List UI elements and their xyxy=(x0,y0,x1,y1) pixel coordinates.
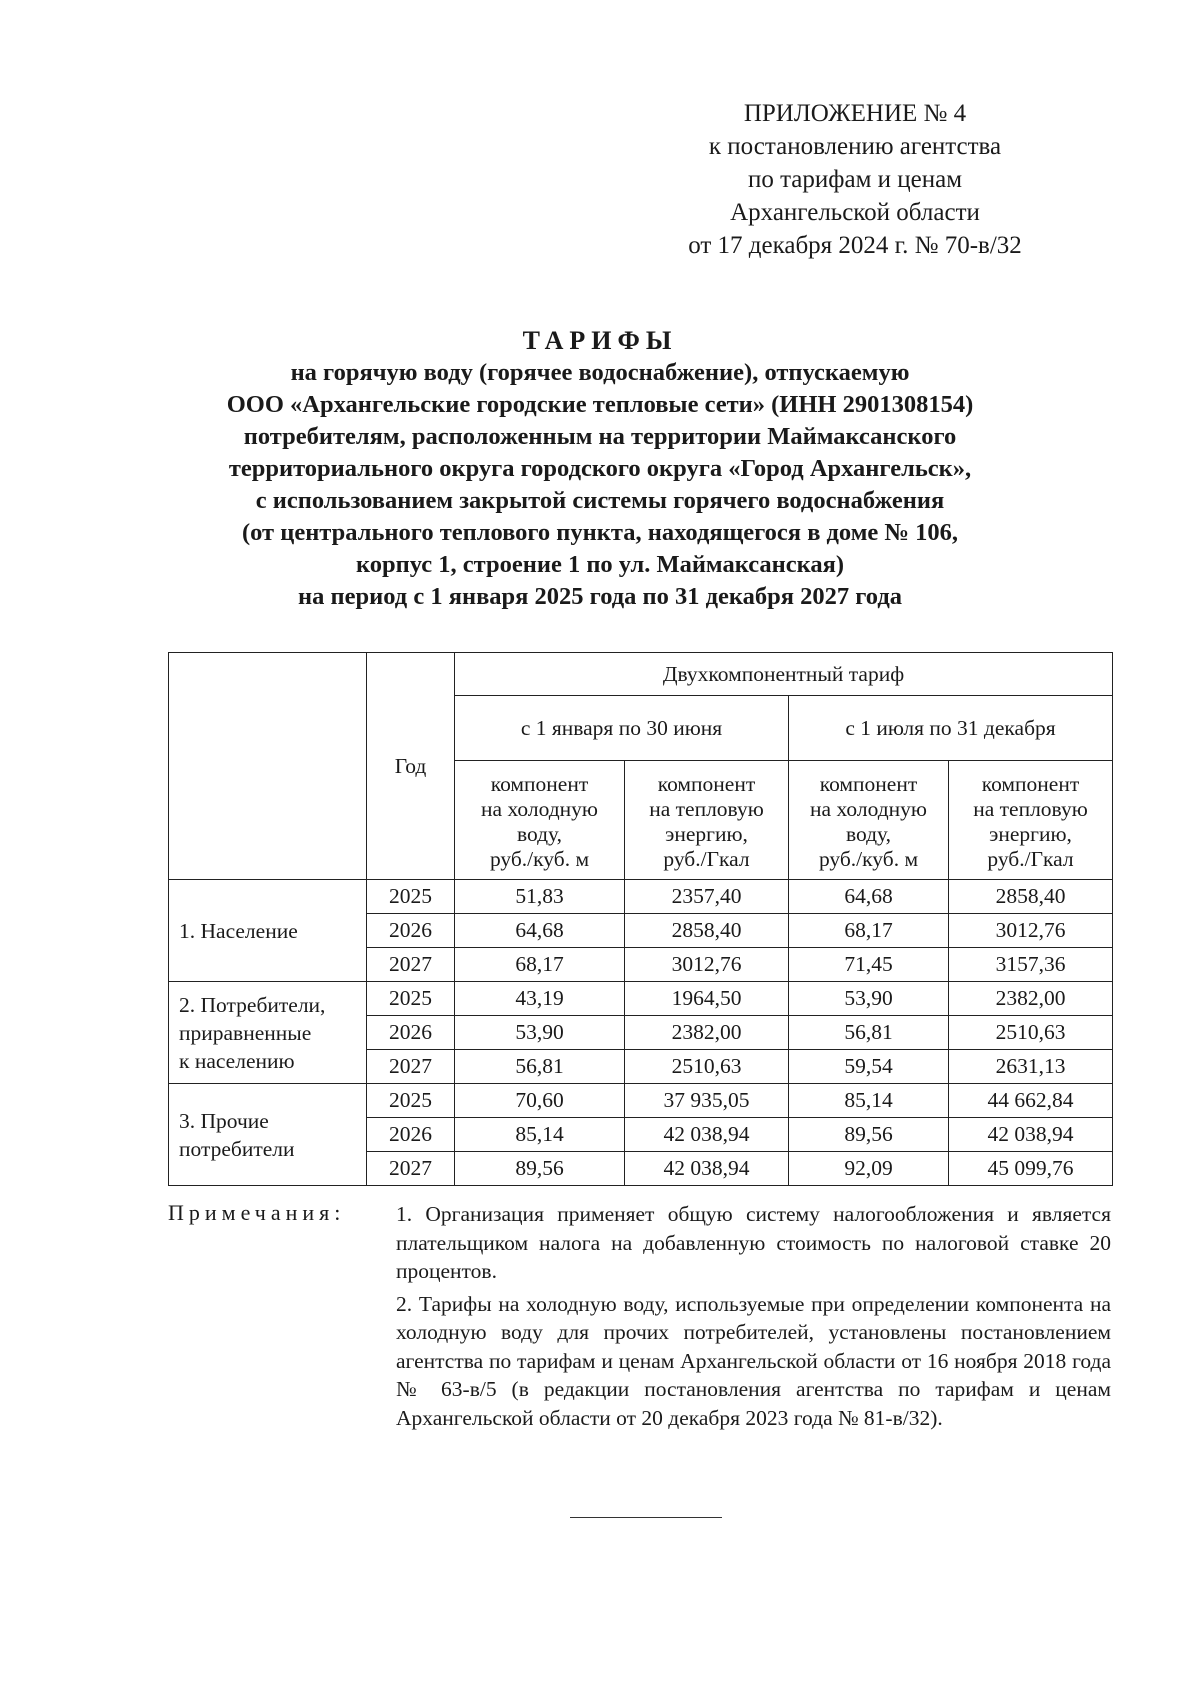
value-cell: 3157,36 xyxy=(949,948,1113,982)
value-cell: 71,45 xyxy=(789,948,949,982)
heat-energy-component-header: компонент на тепловую энергию, руб./Гкал xyxy=(949,761,1113,880)
appendix-line: к постановлению агентства xyxy=(708,133,1002,160)
year-cell: 2025 xyxy=(367,1084,455,1118)
appendix-number: ПРИЛОЖЕНИЕ № 4 xyxy=(743,100,967,127)
period-header-jan-jun: с 1 января по 30 июня xyxy=(455,696,789,761)
title-main: ТАРИФЫ xyxy=(522,326,678,355)
appendix-line: по тарифам и ценам xyxy=(747,166,963,193)
year-cell: 2026 xyxy=(367,1118,455,1152)
category-population-equivalent: 2. Потребители, приравненные к населению xyxy=(169,982,367,1084)
value-cell: 42 038,94 xyxy=(625,1152,789,1186)
title-line: на период с 1 января 2025 года по 31 декабря 2027 года xyxy=(298,583,902,610)
value-cell: 42 038,94 xyxy=(625,1118,789,1152)
value-cell: 45 099,76 xyxy=(949,1152,1113,1186)
value-cell: 37 935,05 xyxy=(625,1084,789,1118)
value-cell: 3012,76 xyxy=(949,914,1113,948)
title-line: территориального округа городского округа «Город Архангельск», xyxy=(228,455,972,482)
cold-water-component-header: компонент на холодную воду, руб./куб. м xyxy=(455,761,625,880)
year-header: Год xyxy=(367,653,455,880)
value-cell: 51,83 xyxy=(455,880,625,914)
year-cell: 2026 xyxy=(367,1016,455,1050)
value-cell: 89,56 xyxy=(455,1152,625,1186)
title-line: потребителям, расположенным на территории Маймаксанского xyxy=(243,423,957,450)
title-line: корпус 1, строение 1 по ул. Маймаксанская) xyxy=(355,551,845,578)
title-line: на горячую воду (горячее водоснабжение), отпускаемую xyxy=(290,359,910,386)
notes-label: Примечания: xyxy=(168,1200,346,1225)
value-cell: 68,17 xyxy=(455,948,625,982)
value-cell: 56,81 xyxy=(455,1050,625,1084)
cold-water-component-header: компонент на холодную воду, руб./куб. м xyxy=(789,761,949,880)
title-line: с использованием закрытой системы горячего водоснабжения xyxy=(255,487,945,514)
value-cell: 2510,63 xyxy=(625,1050,789,1084)
value-cell: 68,17 xyxy=(789,914,949,948)
category-population: 1. Население xyxy=(169,880,367,982)
value-cell: 70,60 xyxy=(455,1084,625,1118)
category-other-consumers: 3. Прочие потребители xyxy=(169,1084,367,1186)
value-cell: 2510,63 xyxy=(949,1016,1113,1050)
year-cell: 2025 xyxy=(367,880,455,914)
value-cell: 85,14 xyxy=(455,1118,625,1152)
value-cell: 64,68 xyxy=(455,914,625,948)
value-cell: 59,54 xyxy=(789,1050,949,1084)
value-cell: 2858,40 xyxy=(949,880,1113,914)
appendix-line: Архангельской области xyxy=(730,199,980,226)
value-cell: 2357,40 xyxy=(625,880,789,914)
notes xyxy=(396,1200,1111,1432)
two-component-tariff-header: Двухкомпонентный тариф xyxy=(455,653,1113,696)
value-cell: 44 662,84 xyxy=(949,1084,1113,1118)
tariff-table xyxy=(168,652,1113,1186)
table-row xyxy=(169,1084,1113,1118)
value-cell: 56,81 xyxy=(789,1016,949,1050)
value-cell: 2382,00 xyxy=(949,982,1113,1016)
table-row xyxy=(169,880,1113,914)
value-cell: 42 038,94 xyxy=(949,1118,1113,1152)
note-item: 1. Организация применяет общую систему налогообложения и является плательщиком налога на добавленную стоимость по налоговой ставке 20 процентов. xyxy=(396,1202,1111,1283)
value-cell: 1964,50 xyxy=(625,982,789,1016)
year-cell: 2026 xyxy=(367,914,455,948)
value-cell: 2631,13 xyxy=(949,1050,1113,1084)
value-cell: 64,68 xyxy=(789,880,949,914)
title-line: (от центрального теплового пункта, находящегося в доме № 106, xyxy=(241,519,959,546)
value-cell: 3012,76 xyxy=(625,948,789,982)
table-row xyxy=(169,982,1113,1016)
year-cell: 2027 xyxy=(367,1050,455,1084)
appendix-header xyxy=(655,97,1055,262)
period-header-jul-dec: с 1 июля по 31 декабря xyxy=(789,696,1113,761)
value-cell: 43,19 xyxy=(455,982,625,1016)
appendix-date: от 17 декабря 2024 г. № 70-в/32 xyxy=(688,232,1022,259)
title-line: ООО «Архангельские городские тепловые сети» (ИНН 2901308154) xyxy=(226,391,974,418)
value-cell: 89,56 xyxy=(789,1118,949,1152)
value-cell: 2382,00 xyxy=(625,1016,789,1050)
value-cell: 53,90 xyxy=(789,982,949,1016)
year-cell: 2025 xyxy=(367,982,455,1016)
category-header-cell xyxy=(169,653,367,880)
value-cell: 53,90 xyxy=(455,1016,625,1050)
note-item: 2. Тарифы на холодную воду, используемые при определении компонента на холодную воду для прочих потребителей, установлены постановлением агентства по тарифам и ценам Архангельской области от 16 ноября 2018 года № 63-в/5 (в редакции постановления агентства по тарифам и ценам Архангельской области от 20 декабря 2023 года № 81-в/32). xyxy=(396,1291,1111,1430)
year-cell: 2027 xyxy=(367,948,455,982)
value-cell: 85,14 xyxy=(789,1084,949,1118)
year-cell: 2027 xyxy=(367,1152,455,1186)
heat-energy-component-header: компонент на тепловую энергию, руб./Гкал xyxy=(625,761,789,880)
value-cell: 92,09 xyxy=(789,1152,949,1186)
end-divider xyxy=(570,1517,722,1518)
document-title xyxy=(130,325,1070,613)
value-cell: 2858,40 xyxy=(625,914,789,948)
